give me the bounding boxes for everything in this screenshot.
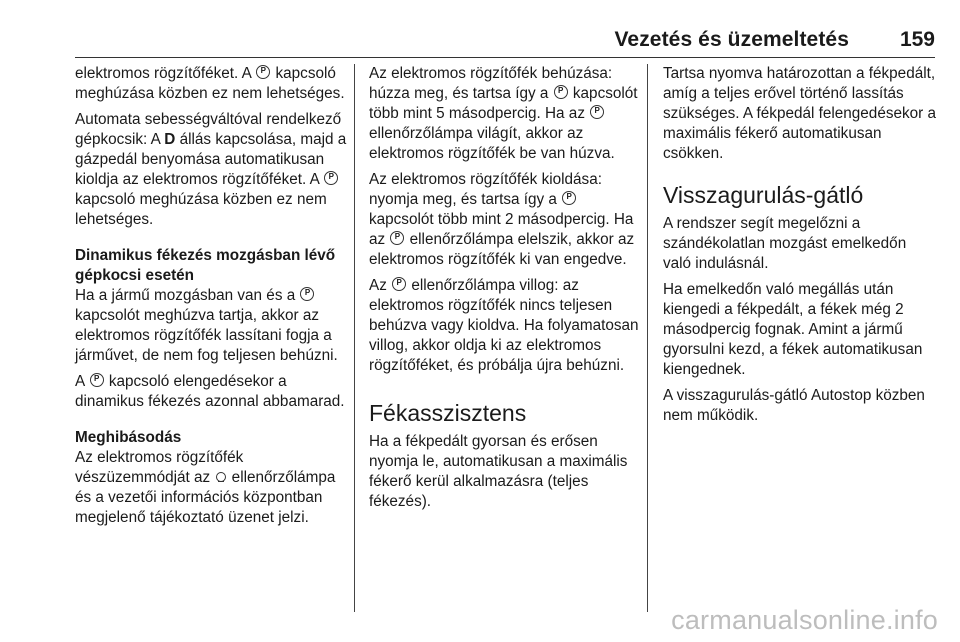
column-1 xyxy=(75,64,353,534)
paragraph: Az P ellenőrzőlámpa villog: az elektromos rögzítőfék nincs teljesen behúzva vagy kioldva. Ha folyamatosan villog, akkor oldja ki az elektromos rögzítőféket, és próbálja újra behúzni. xyxy=(369,276,644,376)
paragraph: Ha a jármű mozgásban van és a P kapcsolót meghúzva tartja, akkor az elektromos rögzítőfék lassítani fogja a járművet, de nem fog teljesen behúzni. xyxy=(75,286,353,366)
paragraph: Tartsa nyomva határozottan a fékpedált, amíg a teljes erővel történő lassítás szükséges. A fékpedál felengedésekor a maximális fékerő automatikusan csökken. xyxy=(663,65,936,162)
column-divider-1 xyxy=(354,64,355,612)
paragraph: Ha a fékpedált gyorsan és erősen nyomja le, automatikusan a maximális fékerő kerül alkalmazásra (teljes fékezés). xyxy=(369,433,628,510)
parking-brake-icon xyxy=(554,85,568,99)
paragraph: A rendszer segít megelőzni a szándékolatlan mozgást emelkedőn való indulásnál. xyxy=(663,215,907,272)
column-3 xyxy=(663,64,938,432)
column-divider-2 xyxy=(647,64,648,612)
brake-service-icon xyxy=(215,471,226,483)
paragraph: Ha emelkedőn való megállás után kiengedi a fékpedált, a fékek még 2 másodpercig fognak. Amint a jármű gyorsulni kezd, a fékek automatikusan kiengednek. xyxy=(663,281,923,378)
paragraph: Az elektromos rögzítőfék vészüzemmódját az ellenőrzőlámpa és a vezetői információs központban megjelenő tájékoztató üzenet jelzi. xyxy=(75,449,336,526)
parking-brake-icon xyxy=(90,373,104,387)
paragraph: Az elektromos rögzítőfék behúzása: húzza meg, és tartsa így a P kapcsolót több mint 5 másodpercig. Ha az P ellenőrzőlámpa világít, akkor az elektromos rögzítőfék be van húzva. xyxy=(369,64,644,164)
subheading: Dinamikus fékezés mozgásban lévő gépkocsi esetén xyxy=(75,247,336,284)
section-heading: Visszagurulás-gátló xyxy=(663,182,864,208)
page-header xyxy=(75,24,935,54)
column-2 xyxy=(369,64,644,518)
paragraph: Automata sebességváltóval rendelkező gépkocsik: A D állás kapcsolása, majd a gázpedál benyomása automatikusan kioldja az elektromos rögzítőféket. A P kapcsoló meghúzása közben ez nem lehetséges. xyxy=(75,110,353,230)
paragraph: Az elektromos rögzítőfék kioldása: nyomja meg, és tartsa így a P kapcsolót több mint 2 másodpercig. Ha az P ellenőrzőlámpa elelszik, akkor az elektromos rögzítőfék ki van engedve. xyxy=(369,170,644,270)
parking-brake-icon xyxy=(562,191,576,205)
parking-brake-icon xyxy=(324,171,338,185)
parking-brake-icon xyxy=(390,231,404,245)
parking-brake-icon xyxy=(590,105,604,119)
watermark: carmanualsonline.info xyxy=(671,605,938,635)
paragraph: elektromos rögzítőféket. A P kapcsoló meghúzása közben ez nem lehetséges. xyxy=(75,64,353,104)
page-number: 159 xyxy=(899,28,935,51)
parking-brake-icon xyxy=(300,287,314,301)
subheading: Meghibásodás xyxy=(75,429,182,446)
chapter-title: Vezetés és üzemeltetés xyxy=(614,28,849,51)
parking-brake-icon xyxy=(256,65,270,79)
paragraph: A visszagurulás-gátló Autostop közben nem működik. xyxy=(663,387,925,424)
section-heading: Fékasszisztens xyxy=(369,400,527,426)
parking-brake-icon xyxy=(392,277,406,291)
paragraph: A P kapcsoló elengedésekor a dinamikus fékezés azonnal abbamarad. xyxy=(75,372,353,412)
header-divider xyxy=(75,57,935,59)
